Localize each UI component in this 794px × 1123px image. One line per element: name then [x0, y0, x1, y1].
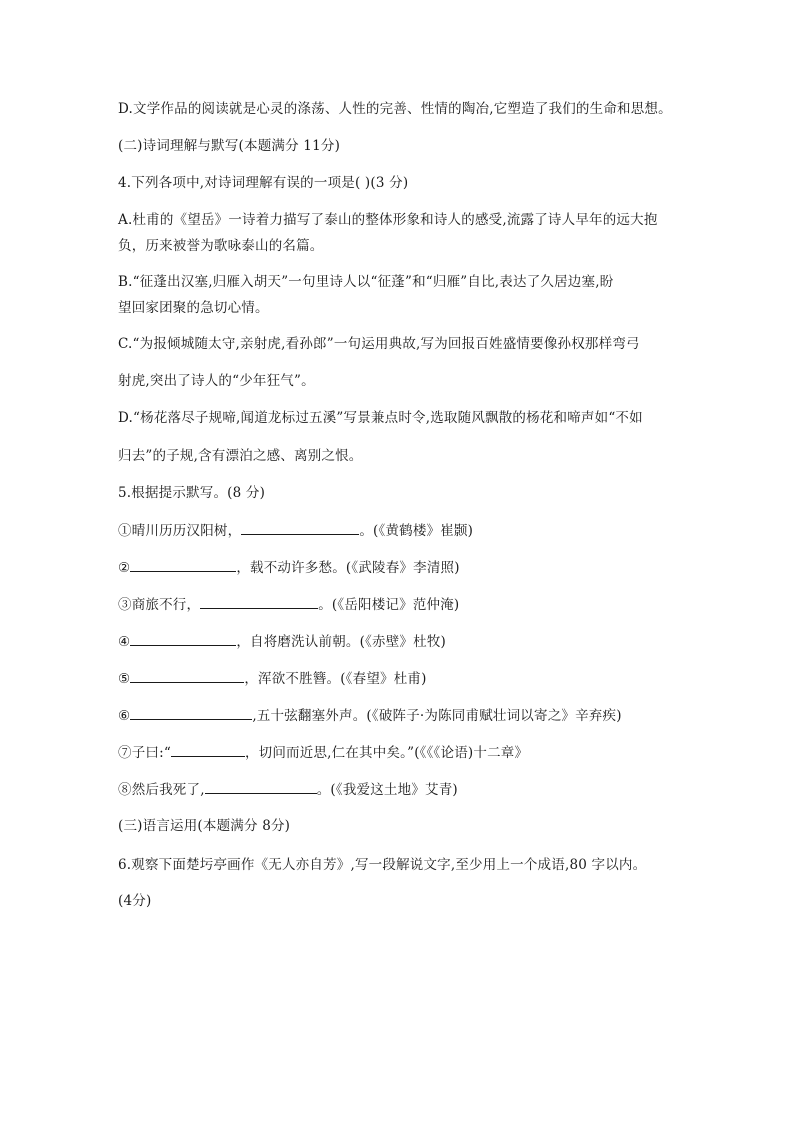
item-prefix: ③商旅不行， [118, 597, 201, 613]
question-5-item-6 [118, 705, 622, 726]
item-suffix: ，浑欲不胜簪。(《春望》杜甫) [244, 671, 427, 687]
question-5-item-8 [118, 779, 458, 800]
option-text: B.“征蓬出汉塞,归雁入胡天”一句里诗人以“征蓬”和“归雁”自比,表达了久居边塞,盼 [118, 274, 614, 290]
item-prefix: ④ [118, 634, 131, 650]
option-text: C.“为报倾城随太守,亲射虎,看孙郎”一句运用典故,写为回报百姓盛情要像孙权那样弯弓 [118, 336, 640, 352]
answer-blank[interactable] [130, 705, 252, 720]
question-text: 5.根据提示默写。(8 分) [118, 485, 266, 501]
question-5-item-2 [118, 557, 460, 578]
option-text: 射虎,突出了诗人的“少年狂气”。 [118, 373, 315, 389]
item-suffix: ，自将磨洗认前朝。(《赤壁》杜牧) [236, 634, 446, 650]
item-prefix: ⑥ [118, 708, 131, 724]
item-prefix: ⑦子曰:“ [118, 745, 171, 761]
question-4-option-d-line-1 [118, 408, 643, 428]
question-4-option-d-line-2 [118, 446, 363, 466]
option-text: 望回家团聚的急切心情。 [118, 300, 269, 316]
answer-blank[interactable] [130, 631, 236, 646]
answer-blank[interactable] [130, 668, 244, 683]
question-4-option-c-line-2 [118, 371, 315, 391]
answer-blank[interactable] [200, 594, 318, 609]
section-title-text: (三)语言运用(本题满分 8分) [118, 818, 291, 834]
section-title-language [118, 816, 290, 836]
question-4-stem [118, 173, 408, 193]
question-6-score [118, 891, 151, 911]
option-text: D.文学作品的阅读就是心灵的涤荡、人性的完善、性情的陶冶,它塑造了我们的生命和思想。 [118, 101, 672, 117]
item-suffix: ，载不动许多愁。(《武陵春》李清照) [236, 560, 460, 576]
score-text: (4分) [118, 893, 152, 909]
option-text: D.“杨花落尽子规啼,闻道龙标过五溪”写景兼点时令,选取随风飘散的杨花和啼声如“不如 [118, 410, 643, 426]
option-text: 归去”的子规,含有漂泊之感、离别之恨。 [118, 448, 363, 464]
question-6-stem [118, 855, 646, 875]
question-4-option-a-line-1 [118, 210, 658, 230]
question-5-item-5 [118, 668, 427, 689]
item-suffix: 。(《黄鹤楼》崔颢) [359, 523, 474, 539]
answer-blank[interactable] [130, 557, 236, 572]
question-5-item-7 [118, 742, 528, 763]
question-4-option-c-line-1 [118, 334, 640, 354]
question-5-item-3 [118, 594, 459, 615]
item-suffix: 。(《我爱这土地》艾青) [316, 782, 458, 798]
item-suffix: ，切问而近思,仁在其中矣。”(《《《论语)十二章》 [244, 745, 529, 761]
item-suffix: 。(《岳阳楼记》范仲淹) [318, 597, 460, 613]
answer-blank[interactable] [205, 779, 317, 794]
section-title-text: (二)诗词理解与默写(本题满分 11分) [118, 138, 341, 154]
option-text: A.杜甫的《望岳》一诗着力描写了泰山的整体形象和诗人的感受,流露了诗人早年的远大抱 [118, 212, 658, 228]
answer-blank[interactable] [241, 520, 359, 535]
question-5-item-4 [118, 631, 446, 652]
question-text: 4.下列各项中,对诗词理解有误的一项是( )(3 分) [118, 175, 409, 191]
item-prefix: ①晴川历历汉阳树， [118, 523, 242, 539]
section-title-poetry [118, 136, 340, 156]
question-text: 6.观察下面楚圬亭画作《无人亦自芳》,写一段解说文字,至少用上一个成语,80 字以内。 [118, 857, 647, 873]
option-d-previous [118, 99, 672, 119]
option-text: 负，历来被誉为歌咏泰山的名篇。 [118, 238, 324, 254]
item-suffix: ,五十弦翻塞外声。(《破阵子·为陈同甫赋壮词以寄之》辛弃疾) [252, 708, 622, 724]
question-5-item-1 [118, 520, 473, 541]
answer-blank[interactable] [171, 742, 245, 757]
question-4-option-a-line-2 [118, 236, 324, 256]
question-4-option-b-line-2 [118, 298, 269, 318]
question-5-stem [118, 483, 265, 503]
question-4-option-b-line-1 [118, 272, 613, 292]
item-prefix: ⑧然后我死了, [118, 782, 205, 798]
item-prefix: ⑤ [118, 671, 131, 687]
item-prefix: ② [118, 560, 131, 576]
